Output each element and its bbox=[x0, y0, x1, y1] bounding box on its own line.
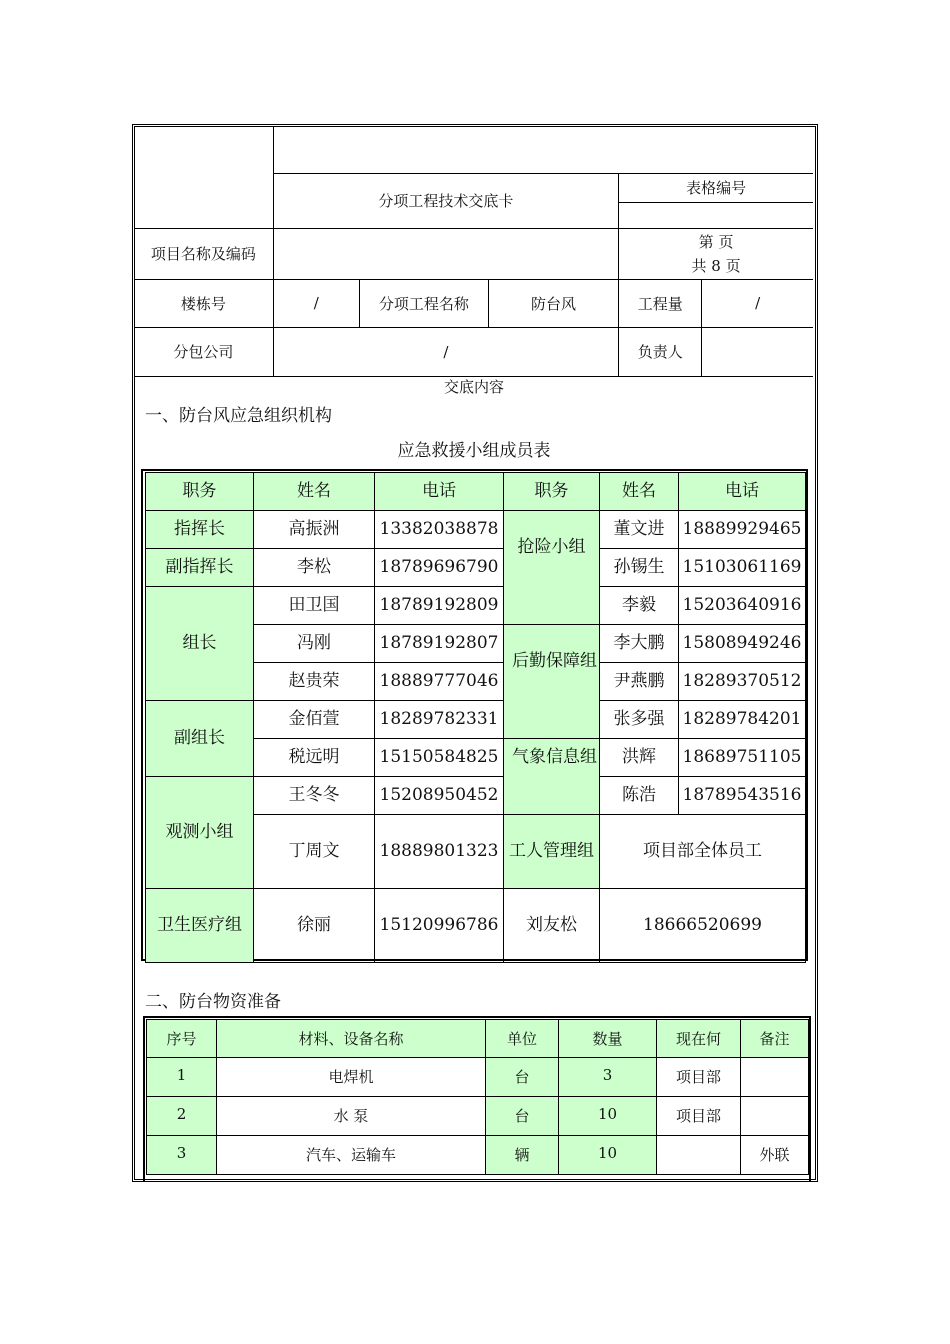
col-location: 现在何 bbox=[657, 1020, 741, 1058]
section2-heading: 二、防台物资准备 bbox=[145, 992, 281, 1012]
project-value bbox=[273, 228, 618, 279]
team-table bbox=[145, 472, 806, 963]
phone-cell: 18789543516 bbox=[679, 777, 806, 815]
section1-heading: 一、防台风应急组织机构 bbox=[145, 406, 332, 426]
col-name: 姓名 bbox=[254, 473, 375, 511]
row-qty: 3 bbox=[559, 1058, 657, 1097]
quantity-value: / bbox=[702, 279, 813, 327]
phone-cell: 18289370512 bbox=[679, 663, 806, 701]
phone-cell: 15103061169 bbox=[679, 549, 806, 587]
row-note bbox=[741, 1097, 809, 1136]
phone-cell: 18789192809 bbox=[375, 587, 504, 625]
role-cell: 抢险小组 bbox=[504, 511, 600, 625]
card-title: 分项工程技术交底卡 bbox=[273, 173, 618, 228]
role-cell: 副组长 bbox=[146, 701, 254, 777]
phone-cell: 15203640916 bbox=[679, 587, 806, 625]
row-no: 1 bbox=[147, 1058, 217, 1097]
name-cell: 陈浩 bbox=[600, 777, 679, 815]
page-label: 第 页 bbox=[698, 232, 734, 251]
phone-cell: 15808949246 bbox=[679, 625, 806, 663]
name-cell: 尹燕鹏 bbox=[600, 663, 679, 701]
row-unit: 台 bbox=[486, 1058, 559, 1097]
logo-cell bbox=[134, 127, 273, 228]
row-item: 电焊机 bbox=[217, 1058, 486, 1097]
col-unit: 单位 bbox=[486, 1020, 559, 1058]
col-note: 备注 bbox=[741, 1020, 809, 1058]
phone-cell: 18666520699 bbox=[600, 889, 806, 963]
name-cell: 李大鹏 bbox=[600, 625, 679, 663]
name-cell: 金佰萱 bbox=[254, 701, 375, 739]
total-pages: 共 8 页 bbox=[691, 256, 741, 275]
table-row bbox=[147, 1136, 809, 1175]
row-unit: 辆 bbox=[486, 1136, 559, 1175]
name-cell: 高振洲 bbox=[254, 511, 375, 549]
name-cell: 张多强 bbox=[600, 701, 679, 739]
quantity-label: 工程量 bbox=[619, 279, 702, 327]
row-location: 项目部 bbox=[657, 1097, 741, 1136]
row-unit: 台 bbox=[486, 1097, 559, 1136]
role-cell: 组长 bbox=[146, 587, 254, 701]
phone-cell: 18789192807 bbox=[375, 625, 504, 663]
role-cell: 指挥长 bbox=[146, 511, 254, 549]
name-cell: 孙锡生 bbox=[600, 549, 679, 587]
phone-cell: 18889801323 bbox=[375, 815, 504, 889]
row-qty: 10 bbox=[559, 1097, 657, 1136]
project-label: 项目名称及编码 bbox=[134, 228, 273, 279]
row-note bbox=[741, 1058, 809, 1097]
phone-cell: 15150584825 bbox=[375, 739, 504, 777]
materials-table bbox=[146, 1019, 809, 1175]
page-info bbox=[619, 228, 813, 279]
form-number-label: 表格编号 bbox=[619, 174, 813, 203]
name-cell: 李毅 bbox=[600, 587, 679, 625]
role-cell: 观测小组 bbox=[146, 777, 254, 889]
name-cell: 董文进 bbox=[600, 511, 679, 549]
header-blank bbox=[273, 127, 813, 173]
phone-cell: 18289782331 bbox=[375, 701, 504, 739]
col-qty: 数量 bbox=[559, 1020, 657, 1058]
phone-cell: 18689751105 bbox=[679, 739, 806, 777]
name-cell: 赵贵荣 bbox=[254, 663, 375, 701]
row-location bbox=[657, 1136, 741, 1175]
name-cell: 洪辉 bbox=[600, 739, 679, 777]
form-number-cell bbox=[619, 173, 813, 228]
name-cell: 刘友松 bbox=[504, 889, 600, 963]
role-cell: 气象信息组 bbox=[504, 739, 600, 815]
members-cell: 项目部全体员工 bbox=[600, 815, 806, 889]
row-note: 外联 bbox=[741, 1136, 809, 1175]
subcontractor-label: 分包公司 bbox=[134, 327, 273, 376]
team-table-title: 应急救援小组成员表 bbox=[397, 441, 551, 461]
content-title: 交底内容 bbox=[443, 378, 504, 396]
building-label: 楼栋号 bbox=[134, 279, 273, 327]
col-role-2: 职务 bbox=[504, 473, 600, 511]
role-cell: 工人管理组 bbox=[504, 815, 600, 889]
building-value: / bbox=[273, 279, 359, 327]
phone-cell: 13382038878 bbox=[375, 511, 504, 549]
role-cell: 后勤保障组 bbox=[504, 625, 600, 739]
name-cell: 丁周文 bbox=[254, 815, 375, 889]
subitem-label: 分项工程名称 bbox=[359, 279, 488, 327]
phone-cell: 18289784201 bbox=[679, 701, 806, 739]
name-cell: 徐丽 bbox=[254, 889, 375, 963]
name-cell: 王冬冬 bbox=[254, 777, 375, 815]
row-item: 水 泵 bbox=[217, 1097, 486, 1136]
name-cell: 税远明 bbox=[254, 739, 375, 777]
subcontractor-value: / bbox=[273, 327, 618, 376]
col-phone-2: 电话 bbox=[679, 473, 806, 511]
header-card bbox=[134, 127, 813, 377]
person-label: 负责人 bbox=[619, 327, 702, 376]
col-item: 材料、设备名称 bbox=[217, 1020, 486, 1058]
table-row bbox=[147, 1058, 809, 1097]
name-cell: 冯刚 bbox=[254, 625, 375, 663]
person-value bbox=[702, 327, 813, 376]
phone-cell: 18789696790 bbox=[375, 549, 504, 587]
form-number-value bbox=[619, 203, 813, 228]
col-name-2: 姓名 bbox=[600, 473, 679, 511]
col-no: 序号 bbox=[147, 1020, 217, 1058]
phone-cell: 18889929465 bbox=[679, 511, 806, 549]
row-qty: 10 bbox=[559, 1136, 657, 1175]
phone-cell: 15120996786 bbox=[375, 889, 504, 963]
table-row bbox=[147, 1097, 809, 1136]
row-no: 3 bbox=[147, 1136, 217, 1175]
phone-cell: 18889777046 bbox=[375, 663, 504, 701]
col-role: 职务 bbox=[146, 473, 254, 511]
col-phone: 电话 bbox=[375, 473, 504, 511]
role-cell: 卫生医疗组 bbox=[146, 889, 254, 963]
subitem-value: 防台风 bbox=[488, 279, 618, 327]
row-no: 2 bbox=[147, 1097, 217, 1136]
name-cell: 田卫国 bbox=[254, 587, 375, 625]
name-cell: 李松 bbox=[254, 549, 375, 587]
row-item: 汽车、运输车 bbox=[217, 1136, 486, 1175]
row-location: 项目部 bbox=[657, 1058, 741, 1097]
phone-cell: 15208950452 bbox=[375, 777, 504, 815]
role-cell: 副指挥长 bbox=[146, 549, 254, 587]
